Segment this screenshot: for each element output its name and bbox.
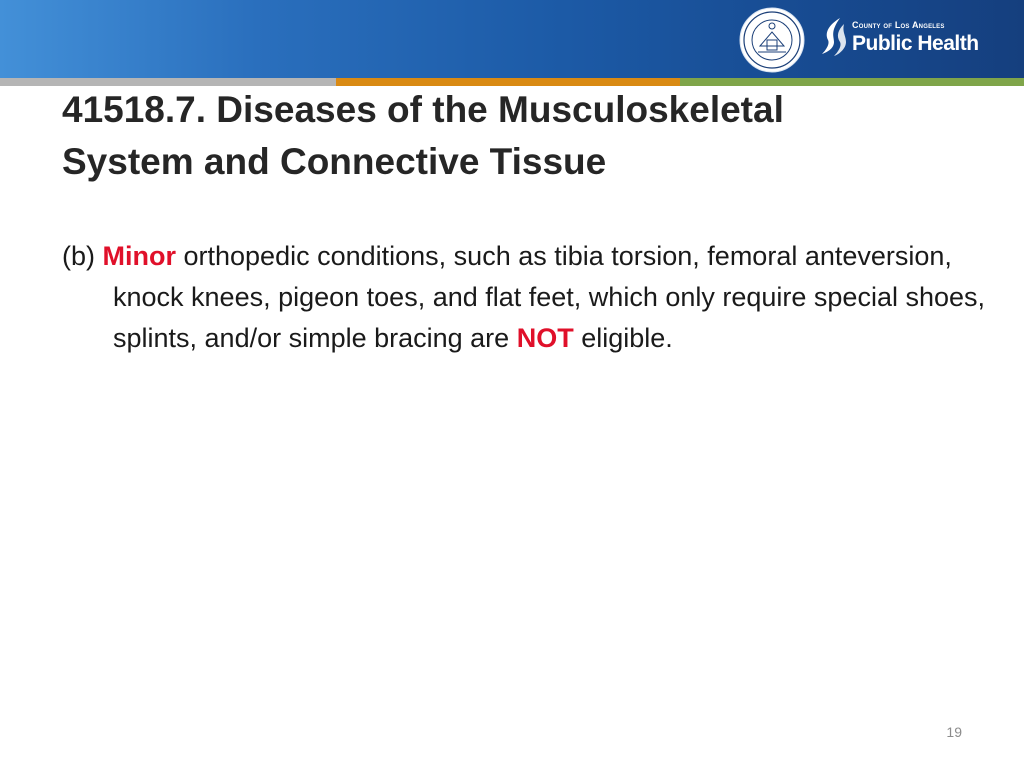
paragraph-prefix: (b) bbox=[62, 241, 103, 271]
header-banner bbox=[0, 0, 1024, 78]
public-health-logo bbox=[818, 12, 979, 62]
highlight-not: NOT bbox=[516, 323, 574, 353]
county-seal-icon bbox=[738, 6, 806, 74]
paragraph-middle: orthopedic conditions, such as tibia torsion, femoral anteversion, knock knees, pigeon toes, and flat feet, which only require special shoes, splints, and/or simple bracing are bbox=[113, 241, 986, 353]
highlight-minor: Minor bbox=[102, 241, 176, 271]
slide-title-line-2: System and Connective Tissue bbox=[62, 141, 607, 182]
public-health-logo-icon bbox=[818, 14, 848, 60]
brand-county-text: County of Los Angeles bbox=[852, 19, 945, 30]
slide-title-line-1: 41518.7. Diseases of the Musculoskeletal bbox=[62, 89, 784, 130]
slide-title bbox=[62, 84, 962, 188]
page-number: 19 bbox=[946, 724, 962, 740]
body-paragraph bbox=[62, 236, 993, 359]
paragraph-suffix: eligible. bbox=[573, 323, 673, 353]
brand-public-health-text: Public Health bbox=[852, 31, 979, 55]
